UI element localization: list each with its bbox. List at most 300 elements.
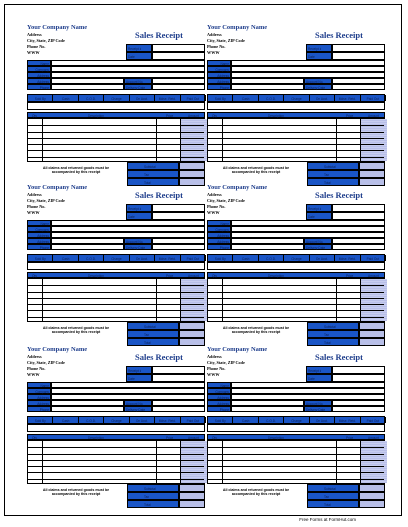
line-item-row[interactable] (28, 447, 204, 448)
receipt-field-label (306, 374, 332, 382)
payment-type-1: Cash (233, 417, 258, 423)
payment-type-6: Paid Out (361, 95, 386, 101)
receipt-field-label-text: Receipt # (128, 369, 142, 373)
payment-type-3: Charge (284, 417, 309, 423)
city-state-zip: City, State, ZIP Code (207, 360, 245, 365)
line-item-row[interactable] (28, 132, 204, 133)
payment-type-header (27, 416, 205, 424)
total-label-text: Total (324, 503, 331, 507)
sales-receipt (207, 184, 385, 350)
receipt-field-input[interactable] (152, 366, 205, 374)
customer-field-label-text: Name (220, 62, 229, 66)
receipt-field-label (126, 204, 152, 212)
payment-type-2: C.O.D. (259, 255, 284, 261)
payment-type-3: Charge (104, 95, 129, 101)
phone-number: Phone No. (207, 366, 226, 371)
receipt-field-label-text: Date (308, 55, 315, 59)
account-field-label (304, 406, 332, 412)
total-input[interactable] (359, 330, 385, 338)
account-field-label (124, 406, 152, 412)
address: Address (27, 192, 42, 197)
customer-field-label-text: Company (35, 68, 49, 72)
customer-field-label (207, 406, 231, 412)
payment-type-0: Sold By (28, 255, 53, 261)
line-items-table[interactable] (27, 118, 205, 162)
total-input[interactable] (179, 500, 205, 508)
payment-type-5: Mdse. Retd. (155, 95, 180, 101)
total-input[interactable] (179, 330, 205, 338)
line-item-row[interactable] (28, 304, 204, 305)
total-input[interactable] (359, 162, 385, 170)
website: WWW (207, 210, 220, 215)
total-input[interactable] (359, 492, 385, 500)
account-field-label-text: Delivery Date (306, 86, 326, 90)
customer-field-input[interactable] (51, 406, 124, 412)
qty-header: Qty (212, 114, 217, 118)
total-label (127, 338, 179, 346)
customer-field-label-text: Address (37, 234, 49, 238)
total-label-text: Total (324, 341, 331, 345)
sales-receipt (207, 24, 385, 190)
payment-type-3: Charge (104, 255, 129, 261)
qty-header: Qty (212, 274, 217, 278)
line-item-row[interactable] (208, 285, 384, 286)
customer-field-label-text: Address (37, 240, 49, 244)
account-field-input[interactable] (332, 406, 385, 412)
customer-field-label-text: Phone (219, 86, 229, 90)
receipt-field-input[interactable] (152, 374, 205, 382)
price-header: Price (166, 274, 174, 278)
total-label (307, 492, 359, 500)
receipt-field-label-text: Receipt # (308, 207, 322, 211)
line-item-row[interactable] (28, 125, 204, 126)
price-header: Price (346, 436, 354, 440)
account-field-label (124, 84, 152, 90)
sales-receipt (207, 346, 385, 512)
amount-header: Amount (368, 274, 379, 278)
payment-type-5: Mdse. Retd. (335, 95, 360, 101)
payment-type-2: C.O.D. (259, 95, 284, 101)
payment-type-0: Sold By (28, 95, 53, 101)
line-item-row[interactable] (28, 292, 204, 293)
total-label (307, 322, 359, 330)
receipt-field-input[interactable] (332, 52, 385, 60)
line-item-row[interactable] (208, 292, 384, 293)
total-label-text: Subtotal (324, 165, 336, 169)
receipt-field-input[interactable] (332, 366, 385, 374)
returns-notice: All claims and returned goods must be accompanied by this receipt (42, 166, 110, 174)
total-input[interactable] (359, 500, 385, 508)
receipt-title: Sales Receipt (315, 30, 363, 40)
company-name: Your Company Name (207, 24, 268, 31)
receipt-field-input[interactable] (152, 52, 205, 60)
receipt-field-label (126, 212, 152, 220)
total-label-text: Total (144, 503, 151, 507)
description-header: Description (88, 436, 104, 440)
payment-type-input-row[interactable] (207, 262, 385, 270)
customer-field-label-text: Name (40, 384, 49, 388)
description-header: Description (268, 274, 284, 278)
payment-type-5: Mdse. Retd. (335, 417, 360, 423)
payment-type-0: Sold By (208, 255, 233, 261)
city-state-zip: City, State, ZIP Code (27, 198, 65, 203)
payment-type-2: C.O.D. (79, 95, 104, 101)
returns-notice: All claims and returned goods must be accompanied by this receipt (222, 166, 290, 174)
total-input[interactable] (359, 170, 385, 178)
account-field-label-text: Account No. (306, 402, 324, 406)
line-item-row[interactable] (208, 472, 384, 473)
payment-type-input-row[interactable] (27, 262, 205, 270)
receipt-field-label-text: Date (308, 377, 315, 381)
account-field-label (304, 84, 332, 90)
line-item-row[interactable] (28, 310, 204, 311)
customer-field-label-text: Phone (219, 246, 229, 250)
account-field-label-text: Delivery Date (126, 408, 146, 412)
payment-type-header (27, 254, 205, 262)
customer-field-label-text: Address (37, 396, 49, 400)
receipt-field-label (306, 204, 332, 212)
customer-field-label-text: Address (217, 240, 229, 244)
payment-type-1: Cash (53, 95, 78, 101)
description-header: Description (268, 114, 284, 118)
payment-type-1: Cash (53, 255, 78, 261)
line-item-row[interactable] (28, 466, 204, 467)
customer-field-label (207, 244, 231, 250)
sales-receipt (27, 184, 205, 350)
customer-field-label-text: Address (217, 402, 229, 406)
account-field-label-text: Account No. (306, 240, 324, 244)
amount-header: Amount (368, 114, 379, 118)
address: Address (207, 354, 222, 359)
payment-type-1: Cash (233, 95, 258, 101)
payment-type-header (27, 94, 205, 102)
payment-type-4: On Acct. (130, 417, 155, 423)
line-item-row[interactable] (28, 138, 204, 139)
payment-type-4: On Acct. (130, 95, 155, 101)
account-field-input[interactable] (152, 84, 205, 90)
total-label-text: Subtotal (324, 487, 336, 491)
account-field-input[interactable] (152, 406, 205, 412)
total-input[interactable] (359, 322, 385, 330)
payment-type-1: Cash (233, 255, 258, 261)
total-label-text: Subtotal (144, 325, 156, 329)
payment-type-3: Charge (284, 255, 309, 261)
receipt-field-label-text: Date (128, 55, 135, 59)
payment-type-3: Charge (104, 417, 129, 423)
total-input[interactable] (179, 492, 205, 500)
returns-notice: All claims and returned goods must be accompanied by this receipt (222, 488, 290, 496)
customer-field-label-text: Address (217, 396, 229, 400)
website: WWW (207, 50, 220, 55)
account-field-input[interactable] (332, 84, 385, 90)
price-header: Price (346, 114, 354, 118)
customer-field-input[interactable] (51, 84, 124, 90)
total-input[interactable] (179, 484, 205, 492)
address: Address (207, 32, 222, 37)
total-label (307, 500, 359, 508)
line-item-row[interactable] (208, 150, 384, 151)
total-input[interactable] (359, 338, 385, 346)
line-item-row[interactable] (208, 138, 384, 139)
phone-number: Phone No. (207, 44, 226, 49)
customer-field-input[interactable] (231, 244, 304, 250)
receipt-field-label-text: Date (308, 215, 315, 219)
receipt-field-input[interactable] (332, 374, 385, 382)
total-input[interactable] (179, 338, 205, 346)
payment-type-2: C.O.D. (79, 417, 104, 423)
payment-type-4: On Acct. (310, 255, 335, 261)
city-state-zip: City, State, ZIP Code (27, 38, 65, 43)
payment-type-2: C.O.D. (79, 255, 104, 261)
receipt-field-input[interactable] (332, 204, 385, 212)
receipt-field-label (306, 52, 332, 60)
total-label-text: Tax (324, 333, 329, 337)
payment-type-3: Charge (284, 95, 309, 101)
customer-field-label-text: Address (217, 80, 229, 84)
line-item-row[interactable] (28, 479, 204, 480)
line-item-row[interactable] (208, 125, 384, 126)
customer-field-label-text: Address (37, 74, 49, 78)
customer-field-label-text: Phone (39, 246, 49, 250)
address: Address (27, 32, 42, 37)
sales-receipt (27, 24, 205, 190)
payment-type-0: Sold By (28, 417, 53, 423)
customer-field-label-text: Company (35, 228, 49, 232)
receipt-field-input[interactable] (152, 212, 205, 220)
payment-type-4: On Acct. (310, 417, 335, 423)
total-label (127, 322, 179, 330)
account-field-label-text: Account No. (126, 80, 144, 84)
receipt-field-label-text: Receipt # (308, 369, 322, 373)
payment-type-header (207, 94, 385, 102)
company-name: Your Company Name (207, 184, 268, 191)
address: Address (207, 192, 222, 197)
line-item-row[interactable] (208, 479, 384, 480)
account-field-label-text: Account No. (126, 240, 144, 244)
total-label (307, 484, 359, 492)
receipt-field-input[interactable] (332, 212, 385, 220)
total-label (307, 330, 359, 338)
line-item-row[interactable] (208, 466, 384, 467)
total-input[interactable] (179, 170, 205, 178)
receipt-field-input[interactable] (152, 204, 205, 212)
website: WWW (27, 50, 40, 55)
amount-header: Amount (188, 114, 199, 118)
phone-number: Phone No. (27, 204, 46, 209)
amount-header: Amount (368, 436, 379, 440)
address: Address (27, 354, 42, 359)
payment-type-4: On Acct. (310, 95, 335, 101)
price-header: Price (166, 114, 174, 118)
payment-type-1: Cash (53, 417, 78, 423)
payment-type-input-row[interactable] (207, 424, 385, 432)
payment-type-6: Paid Out (361, 417, 386, 423)
description-header: Description (88, 114, 104, 118)
footer-credit[interactable]: Free Forms at FormHut.com (299, 517, 356, 522)
total-label-text: Tax (144, 333, 149, 337)
line-items-table[interactable] (207, 440, 385, 484)
customer-field-label (27, 84, 51, 90)
total-label (307, 162, 359, 170)
line-item-row[interactable] (208, 144, 384, 145)
payment-type-6: Paid Out (361, 255, 386, 261)
total-label-text: Subtotal (144, 165, 156, 169)
customer-field-label-text: Name (220, 222, 229, 226)
total-label-text: Tax (324, 495, 329, 499)
payment-type-6: Paid Out (181, 95, 206, 101)
customer-field-input[interactable] (231, 84, 304, 90)
customer-field-label-text: Company (215, 390, 229, 394)
customer-field-label-text: Address (37, 402, 49, 406)
total-label (127, 500, 179, 508)
payment-type-input-row[interactable] (27, 102, 205, 110)
total-label (127, 484, 179, 492)
receipt-title: Sales Receipt (315, 352, 363, 362)
customer-field-label-text: Company (35, 390, 49, 394)
receipt-field-label (126, 52, 152, 60)
receipt-field-label-text: Receipt # (308, 47, 322, 51)
line-item-row[interactable] (208, 454, 384, 455)
line-item-row[interactable] (28, 454, 204, 455)
line-item-row[interactable] (28, 150, 204, 151)
account-field-label-text: Delivery Date (306, 246, 326, 250)
company-name: Your Company Name (27, 346, 88, 353)
account-field-label-text: Delivery Date (306, 408, 326, 412)
line-item-row[interactable] (28, 460, 204, 461)
qty-header: Qty (32, 114, 37, 118)
customer-field-label-text: Address (217, 74, 229, 78)
website: WWW (27, 372, 40, 377)
line-items-table[interactable] (27, 440, 205, 484)
description-header: Description (88, 274, 104, 278)
total-label-text: Tax (324, 173, 329, 177)
receipt-field-label-text: Receipt # (128, 47, 142, 51)
line-item-row[interactable] (208, 304, 384, 305)
company-name: Your Company Name (27, 184, 88, 191)
line-item-row[interactable] (28, 317, 204, 318)
customer-field-label-text: Name (40, 222, 49, 226)
receipt-field-input[interactable] (152, 44, 205, 52)
customer-field-label-text: Address (217, 234, 229, 238)
qty-header: Qty (212, 436, 217, 440)
total-input[interactable] (359, 484, 385, 492)
account-field-label (124, 244, 152, 250)
payment-type-input-row[interactable] (207, 102, 385, 110)
line-item-row[interactable] (28, 144, 204, 145)
total-label-text: Total (324, 181, 331, 185)
city-state-zip: City, State, ZIP Code (207, 198, 245, 203)
customer-field-label-text: Name (40, 62, 49, 66)
total-label (127, 492, 179, 500)
sales-receipt (27, 346, 205, 512)
payment-type-5: Mdse. Retd. (155, 255, 180, 261)
payment-type-header (207, 254, 385, 262)
total-label-text: Tax (144, 173, 149, 177)
customer-field-label-text: Address (37, 80, 49, 84)
line-item-row[interactable] (208, 132, 384, 133)
returns-notice: All claims and returned goods must be accompanied by this receipt (42, 326, 110, 334)
payment-type-0: Sold By (208, 417, 233, 423)
payment-type-0: Sold By (208, 95, 233, 101)
total-label-text: Subtotal (144, 487, 156, 491)
amount-header: Amount (188, 274, 199, 278)
receipt-field-label (306, 212, 332, 220)
line-item-row[interactable] (208, 447, 384, 448)
receipt-field-label-text: Date (128, 215, 135, 219)
line-item-row[interactable] (28, 298, 204, 299)
line-items-table[interactable] (207, 118, 385, 162)
account-field-label-text: Account No. (306, 80, 324, 84)
total-label (307, 170, 359, 178)
line-items-table[interactable] (27, 278, 205, 322)
total-label-text: Subtotal (324, 325, 336, 329)
account-field-label-text: Account No. (126, 402, 144, 406)
receipt-title: Sales Receipt (135, 352, 183, 362)
total-label-text: Total (144, 181, 151, 185)
receipt-title: Sales Receipt (135, 190, 183, 200)
line-item-row[interactable] (208, 298, 384, 299)
payment-type-6: Paid Out (181, 255, 206, 261)
receipt-field-label (126, 374, 152, 382)
payment-type-input-row[interactable] (27, 424, 205, 432)
price-header: Price (346, 274, 354, 278)
customer-field-label (27, 406, 51, 412)
line-item-row[interactable] (208, 317, 384, 318)
account-field-input[interactable] (152, 244, 205, 250)
total-input[interactable] (179, 162, 205, 170)
line-item-row[interactable] (208, 460, 384, 461)
payment-type-6: Paid Out (181, 417, 206, 423)
company-name: Your Company Name (207, 346, 268, 353)
total-label (127, 170, 179, 178)
line-items-table[interactable] (207, 278, 385, 322)
total-label-text: Total (144, 341, 151, 345)
phone-number: Phone No. (27, 44, 46, 49)
line-item-row[interactable] (208, 157, 384, 158)
line-item-row[interactable] (28, 285, 204, 286)
payment-type-4: On Acct. (130, 255, 155, 261)
city-state-zip: City, State, ZIP Code (207, 38, 245, 43)
account-field-label (304, 244, 332, 250)
account-field-label-text: Delivery Date (126, 246, 146, 250)
line-item-row[interactable] (28, 472, 204, 473)
receipt-field-input[interactable] (332, 44, 385, 52)
payment-type-2: C.O.D. (259, 417, 284, 423)
city-state-zip: City, State, ZIP Code (27, 360, 65, 365)
description-header: Description (268, 436, 284, 440)
customer-field-label (27, 244, 51, 250)
account-field-input[interactable] (332, 244, 385, 250)
line-item-row[interactable] (208, 310, 384, 311)
phone-number: Phone No. (207, 204, 226, 209)
total-label (307, 338, 359, 346)
receipt-field-label (306, 44, 332, 52)
total-input[interactable] (179, 322, 205, 330)
website: WWW (207, 372, 220, 377)
line-item-row[interactable] (28, 157, 204, 158)
returns-notice: All claims and returned goods must be accompanied by this receipt (222, 326, 290, 334)
customer-field-input[interactable] (51, 244, 124, 250)
customer-field-label-text: Phone (219, 408, 229, 412)
payment-type-5: Mdse. Retd. (155, 417, 180, 423)
total-label-text: Tax (144, 495, 149, 499)
receipt-field-label (126, 44, 152, 52)
customer-field-label (207, 84, 231, 90)
account-field-label-text: Delivery Date (126, 86, 146, 90)
returns-notice: All claims and returned goods must be accompanied by this receipt (42, 488, 110, 496)
customer-field-input[interactable] (231, 406, 304, 412)
qty-header: Qty (32, 274, 37, 278)
